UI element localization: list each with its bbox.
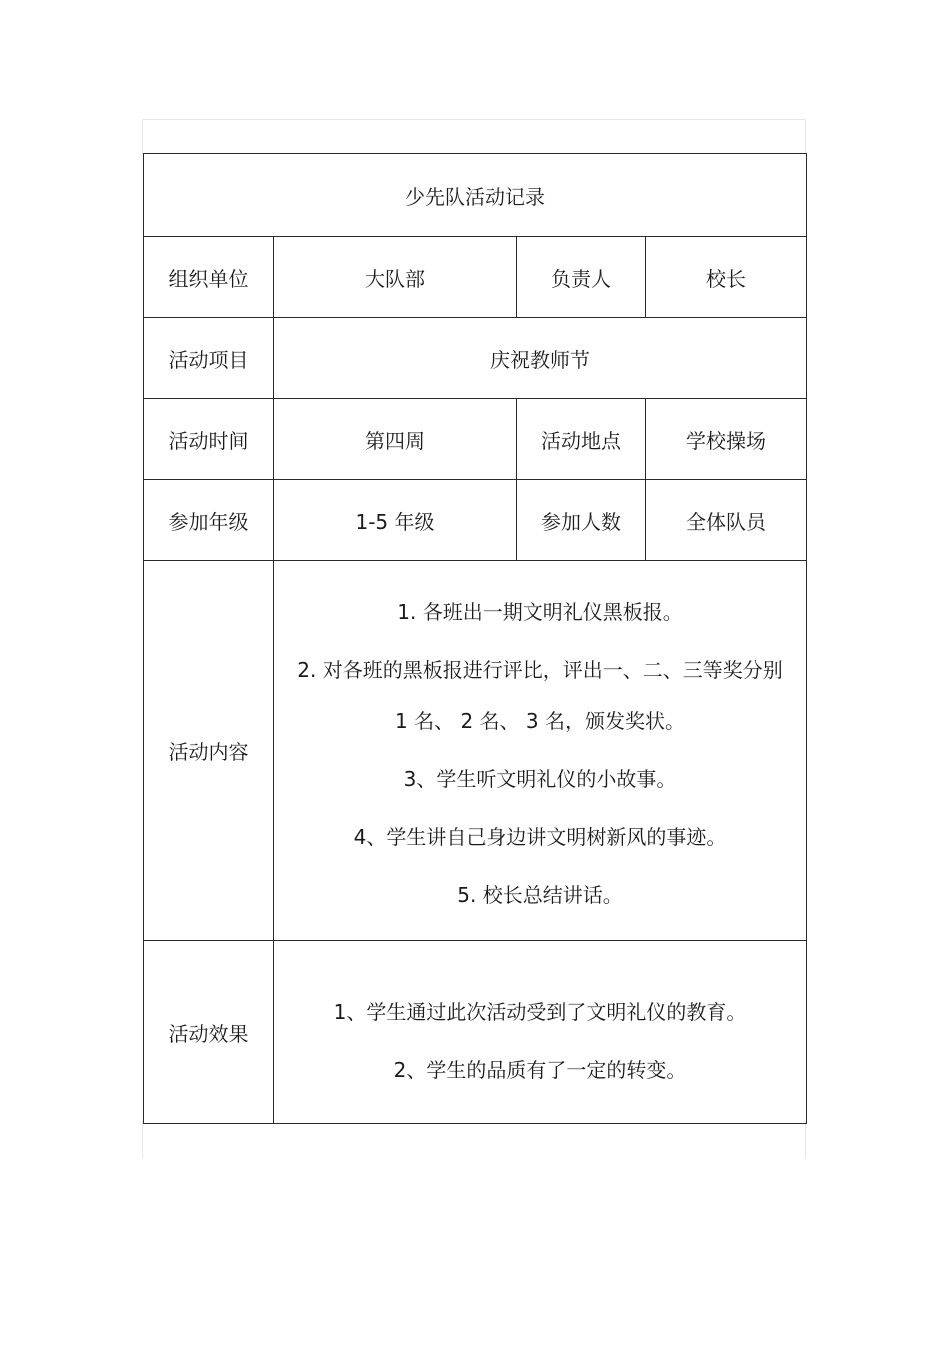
label-participants: 参加人数 — [517, 480, 646, 561]
content-cell — [274, 561, 807, 941]
label-time: 活动时间 — [144, 399, 274, 480]
page-frame-bottom — [142, 1121, 806, 1159]
content-item: 3、学生听文明礼仪的小故事。 — [403, 766, 677, 791]
table-row-grade — [144, 480, 807, 561]
effect-item: 1、学生通过此次活动受到了文明礼仪的教育。 — [333, 999, 747, 1024]
label-grade: 参加年级 — [144, 480, 274, 561]
content-item: 4、学生讲自己身边讲文明树新风的事迹。 — [353, 824, 727, 849]
value-project: 庆祝教师节 — [274, 318, 807, 399]
label-location: 活动地点 — [517, 399, 646, 480]
label-responsible: 负责人 — [517, 237, 646, 318]
document-title: 少先队活动记录 — [144, 154, 807, 237]
activity-record-table — [143, 153, 807, 1124]
content-item: 5. 校长总结讲话。 — [457, 882, 623, 907]
label-organizer: 组织单位 — [144, 237, 274, 318]
page-frame-top — [142, 119, 806, 154]
value-location: 学校操场 — [646, 399, 807, 480]
value-time: 第四周 — [274, 399, 517, 480]
table-row-project — [144, 318, 807, 399]
table-row-organizer — [144, 237, 807, 318]
value-participants: 全体队员 — [646, 480, 807, 561]
label-project: 活动项目 — [144, 318, 274, 399]
value-organizer: 大队部 — [274, 237, 517, 318]
label-content: 活动内容 — [144, 561, 274, 941]
effect-item: 2、学生的品质有了一定的转变。 — [393, 1057, 687, 1082]
label-effect: 活动效果 — [144, 941, 274, 1124]
content-item: 1. 各班出一期文明礼仪黑板报。 — [397, 599, 683, 624]
table-row-time — [144, 399, 807, 480]
table-row-content — [144, 561, 807, 941]
value-responsible: 校长 — [646, 237, 807, 318]
value-grade: 1-5 年级 — [274, 480, 517, 561]
content-item: 2. 对各班的黑板报进行评比，评出一、二、三等奖分别 — [297, 657, 783, 682]
table-row-effect — [144, 941, 807, 1124]
content-item: 1 名、 2 名、 3 名，颁发奖状。 — [395, 708, 685, 733]
effect-cell — [274, 941, 807, 1124]
